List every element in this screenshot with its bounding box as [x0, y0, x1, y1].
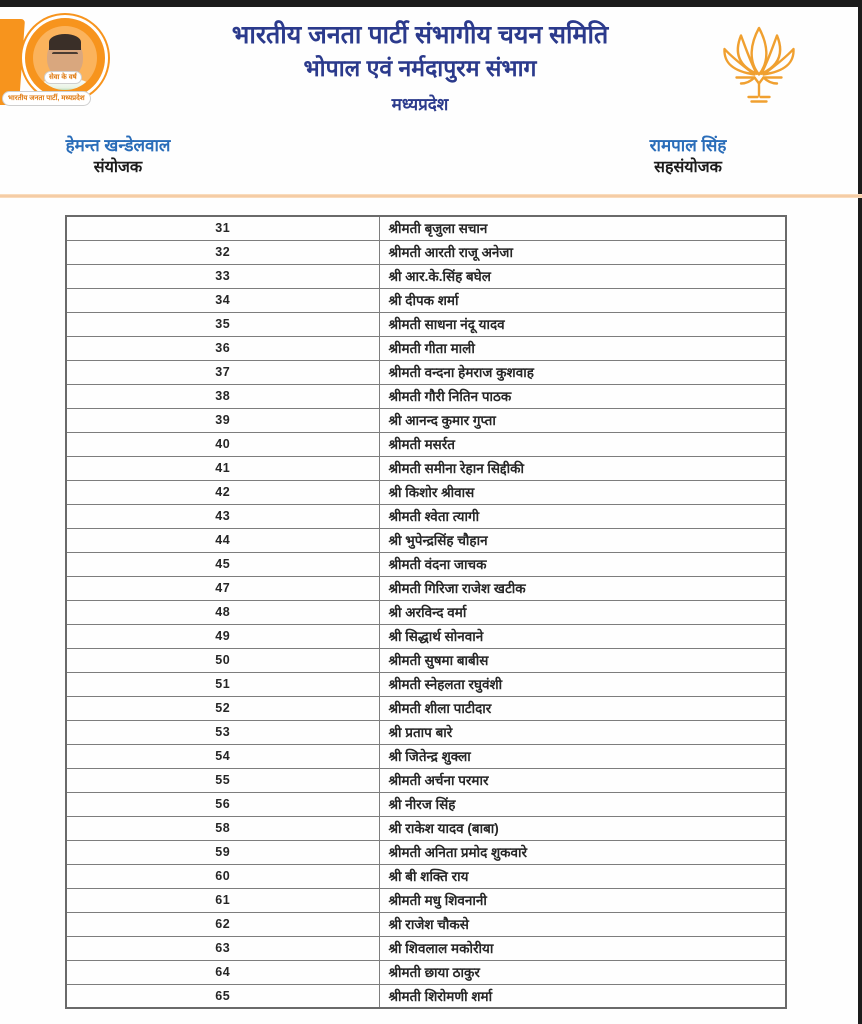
member-name: श्रीमती छाया ठाकुर	[379, 960, 786, 984]
serial-number: 36	[66, 336, 379, 360]
serial-number: 34	[66, 288, 379, 312]
table-row	[66, 936, 786, 960]
serial-number: 58	[66, 816, 379, 840]
member-name: श्री आनन्द कुमार गुप्ता	[379, 408, 786, 432]
member-name: श्री आर.के.सिंह बघेल	[379, 264, 786, 288]
table-row	[66, 888, 786, 912]
member-name: श्रीमती गीता माली	[379, 336, 786, 360]
table-row	[66, 360, 786, 384]
table-row	[66, 216, 786, 240]
member-name: श्री अरविन्द वर्मा	[379, 600, 786, 624]
member-name: श्रीमती बृजुला सचान	[379, 216, 786, 240]
table-row	[66, 264, 786, 288]
serial-number: 47	[66, 576, 379, 600]
serial-number: 51	[66, 672, 379, 696]
co-convener-name: रामपाल सिंह	[649, 136, 727, 155]
state-name: मध्यप्रदेश	[391, 94, 449, 114]
member-name: श्रीमती अनिता प्रमोद शुकवारे	[379, 840, 786, 864]
member-name: श्रीमती सुषमा बाबीस	[379, 648, 786, 672]
table-row	[66, 672, 786, 696]
serial-number: 35	[66, 312, 379, 336]
table-row	[66, 456, 786, 480]
serial-number: 48	[66, 600, 379, 624]
member-name: श्री जितेन्द्र शुक्ला	[379, 744, 786, 768]
member-list-table	[65, 215, 787, 1009]
member-name: श्री राकेश यादव (बाबा)	[379, 816, 786, 840]
member-name: श्रीमती अर्चना परमार	[379, 768, 786, 792]
table-row	[66, 792, 786, 816]
table-row	[66, 768, 786, 792]
table-row	[66, 816, 786, 840]
table-row	[66, 288, 786, 312]
member-name: श्री प्रताप बारे	[379, 720, 786, 744]
serial-number: 54	[66, 744, 379, 768]
serial-number: 41	[66, 456, 379, 480]
table-row	[66, 552, 786, 576]
scan-top-edge-bar	[0, 0, 862, 7]
member-table-body	[66, 216, 786, 1008]
member-name: श्री नीरज सिंह	[379, 792, 786, 816]
co-convener-role: सहसंयोजक	[654, 159, 722, 177]
table-row	[66, 648, 786, 672]
bjp-lotus-icon	[714, 21, 804, 113]
table-row	[66, 576, 786, 600]
serial-number: 60	[66, 864, 379, 888]
division-subtitle: भोपाल एवं नर्मदापुरम संभाग	[303, 54, 537, 81]
title-block	[140, 19, 700, 115]
serial-number: 44	[66, 528, 379, 552]
member-name: श्रीमती श्वेता त्यागी	[379, 504, 786, 528]
serial-number: 42	[66, 480, 379, 504]
member-name: श्रीमती गौरी नितिन पाठक	[379, 384, 786, 408]
serial-number: 63	[66, 936, 379, 960]
serial-number: 49	[66, 624, 379, 648]
table-row	[66, 504, 786, 528]
serial-number: 62	[66, 912, 379, 936]
serial-number: 39	[66, 408, 379, 432]
table-row	[66, 720, 786, 744]
header-separator-line	[0, 194, 862, 198]
table-row	[66, 696, 786, 720]
table-row	[66, 744, 786, 768]
member-name: श्रीमती वंदना जाचक	[379, 552, 786, 576]
serial-number: 40	[66, 432, 379, 456]
table-row	[66, 408, 786, 432]
convener-name: हेमन्त खन्डेलवाल	[65, 136, 171, 155]
member-name: श्रीमती वन्दना हेमराज कुशवाह	[379, 360, 786, 384]
logo-ring	[22, 15, 108, 101]
member-name: श्री सिद्धार्थ सोनवाने	[379, 624, 786, 648]
member-name: श्रीमती समीना रेहान सिद्दीकी	[379, 456, 786, 480]
member-name: श्रीमती स्नेहलता रघुवंशी	[379, 672, 786, 696]
table-row	[66, 960, 786, 984]
member-name: श्रीमती मसर्रत	[379, 432, 786, 456]
logo-badge-text: सेवा के वर्ष	[44, 71, 82, 84]
member-name: श्रीमती गिरिजा राजेश खटीक	[379, 576, 786, 600]
table-row	[66, 912, 786, 936]
table-row	[66, 312, 786, 336]
convener-block	[8, 135, 228, 179]
serial-number: 45	[66, 552, 379, 576]
serial-number: 32	[66, 240, 379, 264]
member-name: श्रीमती साधना नंदू यादव	[379, 312, 786, 336]
serial-number: 53	[66, 720, 379, 744]
table-row	[66, 840, 786, 864]
table-row	[66, 528, 786, 552]
document-header	[0, 7, 862, 194]
convener-role: संयोजक	[93, 159, 143, 177]
table-row	[66, 432, 786, 456]
serial-number: 55	[66, 768, 379, 792]
party-anniversary-logo	[0, 13, 122, 123]
serial-number: 50	[66, 648, 379, 672]
member-name: श्री भुपेन्द्रसिंह चौहान	[379, 528, 786, 552]
table-row	[66, 384, 786, 408]
member-name: श्री दीपक शर्मा	[379, 288, 786, 312]
member-name: श्रीमती आरती राजू अनेजा	[379, 240, 786, 264]
member-name: श्रीमती मधु शिवनानी	[379, 888, 786, 912]
table-row	[66, 600, 786, 624]
co-convener-block	[578, 135, 798, 179]
member-name: श्री बी शक्ति राय	[379, 864, 786, 888]
serial-number: 31	[66, 216, 379, 240]
member-name: श्री शिवलाल मकोरीया	[379, 936, 786, 960]
table-row	[66, 624, 786, 648]
member-name: श्रीमती शीला पाटीदार	[379, 696, 786, 720]
serial-number: 37	[66, 360, 379, 384]
table-row	[66, 240, 786, 264]
table-row	[66, 480, 786, 504]
serial-number: 56	[66, 792, 379, 816]
serial-number: 61	[66, 888, 379, 912]
member-name: श्री राजेश चौकसे	[379, 912, 786, 936]
serial-number: 38	[66, 384, 379, 408]
serial-number: 59	[66, 840, 379, 864]
serial-number: 64	[66, 960, 379, 984]
member-name: श्रीमती शिरोमणी शर्मा	[379, 984, 786, 1008]
logo-ribbon-text: भारतीय जनता पार्टी, मध्यप्रदेश	[2, 91, 91, 106]
member-name: श्री किशोर श्रीवास	[379, 480, 786, 504]
table-row	[66, 336, 786, 360]
serial-number: 33	[66, 264, 379, 288]
table-row	[66, 984, 786, 1008]
serial-number: 65	[66, 984, 379, 1008]
table-row	[66, 864, 786, 888]
committee-title: भारतीय जनता पार्टी संभागीय चयन समिति	[231, 21, 609, 49]
serial-number: 43	[66, 504, 379, 528]
serial-number: 52	[66, 696, 379, 720]
